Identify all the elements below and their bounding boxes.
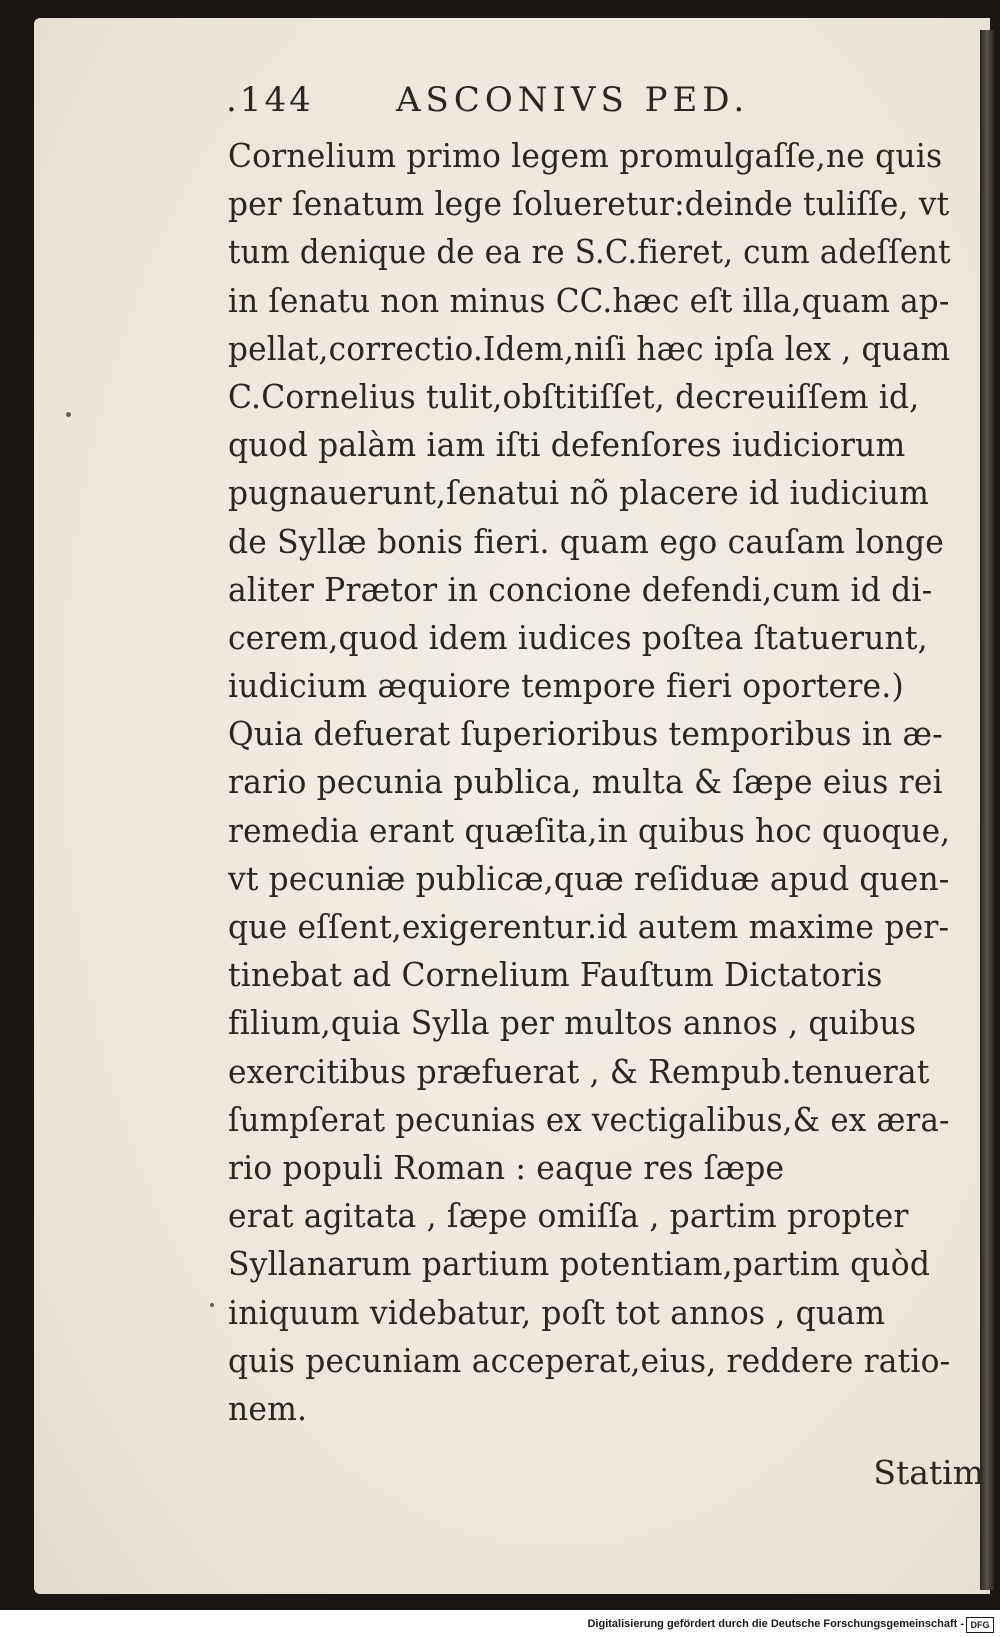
text-line: quis pecuniam acceperat,eius, reddere ratio- (228, 1340, 951, 1380)
text-line: Cornelium primo legem promulgaſſe,ne quis (228, 136, 943, 175)
text-line: de Syllæ bonis fieri. quam ego cauſam longe (228, 521, 945, 561)
text-line: rio populi Roman : eaque res ſæpe (228, 1147, 785, 1187)
text-block (228, 80, 988, 1433)
text-line: pellat,correctio.Idem,niſi hæc ipſa lex , quam (228, 328, 951, 368)
text-line: quod palàm iam iſti defenſores iudiciorum (228, 425, 906, 465)
text-line: Syllanarum partium potentiam,partim quòd (228, 1244, 931, 1284)
text-line: tum denique de ea re S.C.fieret, cum adeſſent (228, 232, 951, 272)
text-line: filium,quia Sylla per multos annos , quibus (228, 1003, 917, 1043)
text-line: cerem,quod idem iudices poſtea ſtatuerunt, (228, 617, 928, 657)
catchword: Statim (873, 1453, 984, 1492)
text-line: in ſenatu non minus CC.hæc eſt illa,quam ap- (228, 280, 950, 320)
text-line: nem. (228, 1388, 308, 1428)
dfg-logo: DFG (966, 1617, 994, 1633)
text-line: rario pecunia publica, multa & ſæpe eius rei (228, 762, 943, 802)
text-line: remedia erant quæſita,in quibus hoc quoque, (228, 810, 951, 850)
text-line: Quia defuerat ſuperioribus temporibus in æ- (228, 714, 943, 754)
text-line: iniquum videbatur, poſt tot annos , quam (228, 1292, 886, 1332)
text-line: que eſſent,exigerentur.id autem maxime per- (228, 907, 950, 946)
text-line: iudicium æquiore tempore fieri oportere.) (228, 666, 904, 706)
page-header (226, 80, 988, 132)
paper-speck (210, 1303, 214, 1307)
footer-credit: Digitalisierung gefördert durch die Deutsche Forschungsgemeinschaft - (587, 1618, 964, 1630)
text-line: C.Cornelius tulit,obſtitiſſet, decreuiſſem id, (228, 376, 920, 416)
running-head: ASCONIVS PED. (396, 80, 750, 120)
text-line: vt pecuniæ publicæ,quæ reſiduæ apud quen- (228, 858, 950, 898)
text-line: per ſenatum lege ſolueretur:deinde tuliſſe, vt (228, 184, 950, 224)
page-number: .144 (226, 80, 314, 120)
text-line: ſumpſerat pecunias ex vectigalibus,& ex æra- (228, 1099, 950, 1139)
text-line: tinebat ad Cornelium Fauſtum Dictatoris (228, 955, 883, 995)
text-line: pugnauerunt,ſenatui nõ placere id iudicium (228, 473, 929, 513)
paper-speck (66, 412, 71, 417)
text-line: exercitibus præfuerat , & Rempub.tenuerat (228, 1051, 930, 1091)
text-line: aliter Prætor in concione defendi,cum id di- (228, 569, 933, 609)
text-line: erat agitata , ſæpe omiſſa , partim propter (228, 1196, 909, 1236)
body-text (228, 132, 988, 1433)
